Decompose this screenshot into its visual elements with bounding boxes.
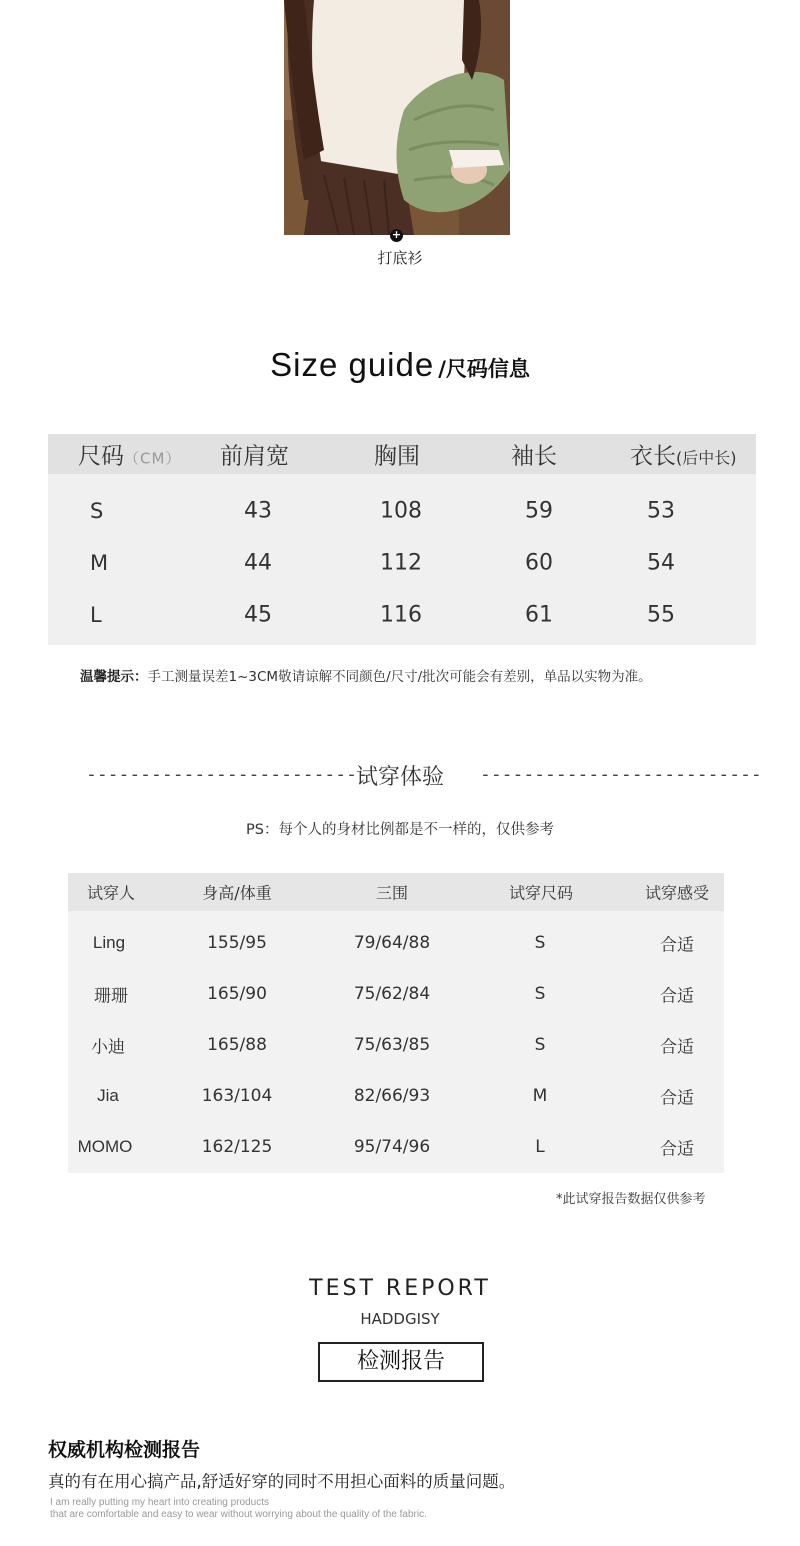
authority-report-en bbox=[50, 1497, 427, 1521]
header-try-size: 试穿尺码 bbox=[508, 883, 574, 903]
measurements-cell: 79/64/88 bbox=[353, 932, 431, 953]
tip-text: 手工测量误差1~3CM敬请谅解不同颜色/尺寸/批次可能会有差别，单品以实物为准。 bbox=[147, 669, 652, 685]
brand-name: HADDGISY bbox=[360, 1310, 440, 1328]
product-caption: 打底衫 bbox=[377, 249, 423, 267]
authority-report-en-line1: I am really putting my heart into creating products bbox=[50, 1497, 269, 1508]
size-table bbox=[48, 434, 756, 645]
measurements-cell: 75/63/85 bbox=[353, 1034, 431, 1055]
sleeve-cell: 61 bbox=[525, 602, 553, 628]
feel-cell: 合适 bbox=[660, 986, 694, 1006]
authority-report-desc: 真的有在用心搞产品,舒适好穿的同时不用担心面料的质量问题。 bbox=[48, 1472, 516, 1491]
header-chest: 胸围 bbox=[374, 443, 420, 470]
person-cell: Ling bbox=[92, 932, 126, 952]
feel-cell: 合适 bbox=[660, 935, 694, 955]
measurements-cell: 75/62/84 bbox=[353, 983, 431, 1004]
shoulder-cell: 43 bbox=[244, 498, 272, 524]
divider-right: -------------------------- bbox=[480, 764, 762, 785]
height-weight-cell: 165/88 bbox=[207, 1034, 267, 1055]
header-unit: （CM） bbox=[124, 449, 182, 468]
header-size-label: 尺码 bbox=[78, 443, 124, 470]
plus-icon: + bbox=[391, 228, 402, 241]
header-height-weight: 身高/体重 bbox=[202, 883, 272, 903]
chest-cell: 116 bbox=[380, 602, 422, 628]
person-cell: Jia bbox=[97, 1085, 119, 1105]
authority-report-title: 权威机构检测报告 bbox=[48, 1439, 201, 1461]
size-row bbox=[48, 537, 756, 589]
try-on-header bbox=[68, 873, 724, 911]
length-cell: 53 bbox=[647, 498, 675, 524]
try-size-cell: S bbox=[534, 983, 546, 1004]
try-on-row bbox=[68, 1019, 724, 1070]
try-on-row bbox=[68, 968, 724, 1019]
size-cell: M bbox=[90, 551, 109, 575]
measurement-tip bbox=[80, 665, 652, 685]
product-photo bbox=[284, 0, 510, 235]
size-row bbox=[48, 485, 756, 537]
try-size-cell: L bbox=[535, 1136, 545, 1157]
try-on-ps: PS：每个人的身材比例都是不一样的，仅供参考 bbox=[246, 822, 554, 838]
person-cell: MOMO bbox=[77, 1136, 133, 1156]
shoulder-cell: 45 bbox=[244, 602, 272, 628]
size-row bbox=[48, 589, 756, 641]
header-person: 试穿人 bbox=[86, 883, 136, 903]
length-cell: 55 bbox=[647, 602, 675, 628]
try-on-title: 试穿体验 bbox=[355, 765, 444, 790]
try-on-row bbox=[68, 1070, 724, 1121]
feel-cell: 合适 bbox=[660, 1037, 694, 1057]
try-on-title-row bbox=[0, 760, 800, 790]
try-on-row bbox=[68, 917, 724, 968]
try-on-row bbox=[68, 1121, 724, 1172]
inspection-report-button[interactable]: 检测报告 bbox=[318, 1342, 484, 1382]
header-measurements: 三围 bbox=[375, 883, 409, 903]
size-guide-title bbox=[0, 346, 800, 384]
header-length-label: 衣长 bbox=[630, 443, 676, 470]
try-size-cell: M bbox=[532, 1085, 548, 1106]
height-weight-cell: 162/125 bbox=[201, 1136, 273, 1157]
header-length bbox=[630, 438, 737, 471]
height-weight-cell: 155/95 bbox=[207, 932, 267, 953]
height-weight-cell: 165/90 bbox=[207, 983, 267, 1004]
length-cell: 54 bbox=[647, 550, 675, 576]
header-size bbox=[78, 438, 181, 471]
size-cell: L bbox=[90, 603, 102, 627]
person-cell: 珊珊 bbox=[94, 986, 128, 1005]
feel-cell: 合适 bbox=[660, 1139, 694, 1159]
height-weight-cell: 163/104 bbox=[201, 1085, 273, 1106]
feel-cell: 合适 bbox=[660, 1088, 694, 1108]
header-feel: 试穿感受 bbox=[644, 883, 710, 903]
sleeve-cell: 59 bbox=[525, 498, 553, 524]
size-cell: S bbox=[90, 499, 104, 523]
sleeve-cell: 60 bbox=[525, 550, 553, 576]
header-length-sub: (后中长) bbox=[676, 448, 737, 468]
chest-cell: 108 bbox=[380, 498, 422, 524]
divider-left: -------------------------- bbox=[86, 764, 368, 785]
chest-cell: 112 bbox=[380, 550, 422, 576]
size-guide-title-en: Size guide bbox=[270, 346, 435, 383]
header-shoulder: 前肩宽 bbox=[220, 443, 289, 470]
size-guide-title-cn: /尺码信息 bbox=[438, 357, 530, 381]
size-table-header bbox=[48, 434, 756, 474]
measurements-cell: 82/66/93 bbox=[353, 1085, 431, 1106]
shoulder-cell: 44 bbox=[244, 550, 272, 576]
test-report-title: TEST REPORT bbox=[309, 1276, 491, 1301]
header-sleeve: 袖长 bbox=[511, 443, 557, 470]
try-on-table bbox=[68, 873, 724, 1173]
measurements-cell: 95/74/96 bbox=[353, 1136, 431, 1157]
try-size-cell: S bbox=[534, 932, 546, 953]
authority-report-en-line2: that are comfortable and easy to wear without worrying about the quality of the fabric. bbox=[50, 1509, 427, 1520]
person-cell: 小迪 bbox=[91, 1037, 125, 1056]
tip-label: 温馨提示： bbox=[80, 669, 148, 685]
try-on-note: *此试穿报告数据仅供参考 bbox=[556, 1192, 706, 1207]
try-size-cell: S bbox=[534, 1034, 546, 1055]
